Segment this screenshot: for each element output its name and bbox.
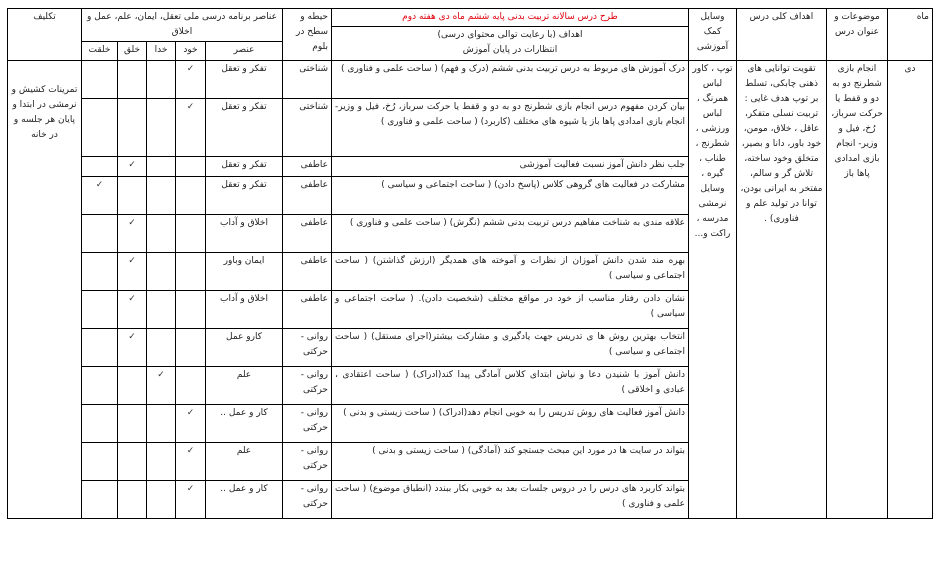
creation-check-cell bbox=[118, 99, 147, 157]
bloom-domain-cell: روانی - حرکتی bbox=[283, 443, 332, 481]
nature-check-cell bbox=[82, 367, 118, 405]
creation-check-cell bbox=[118, 157, 147, 177]
self-check-cell bbox=[176, 157, 206, 177]
bloom-domain-cell: عاطفی bbox=[283, 177, 332, 215]
check-icon: ✓ bbox=[186, 484, 195, 494]
nature-header: خلقت bbox=[82, 42, 118, 61]
god-check-cell bbox=[147, 99, 176, 157]
check-icon: ✓ bbox=[128, 256, 136, 266]
self-check-cell bbox=[176, 61, 206, 99]
teaching-aids-header: وسایل کمک آموزشی bbox=[689, 9, 737, 61]
bloom-domain-cell: روانی - حرکتی bbox=[283, 481, 332, 519]
bloom-domain-cell: روانی - حرکتی bbox=[283, 329, 332, 367]
element-cell: تفکر و تعقل bbox=[206, 61, 283, 99]
check-icon: ✓ bbox=[157, 370, 165, 380]
creation-check-cell bbox=[118, 443, 147, 481]
curriculum-elements-header: عناصر برنامه درسی ملی تعقل، ایمان، علم، عمل و اخلاق bbox=[82, 9, 283, 42]
god-check-cell bbox=[147, 61, 176, 99]
nature-check-cell bbox=[82, 61, 118, 99]
bloom-domain-cell: عاطفی bbox=[283, 157, 332, 177]
creation-check-cell bbox=[118, 291, 147, 329]
god-check-cell bbox=[147, 481, 176, 519]
bloom-domain-cell: شناختی bbox=[283, 99, 332, 157]
bloom-domain-cell: عاطفی bbox=[283, 253, 332, 291]
creation-check-cell bbox=[118, 61, 147, 99]
self-check-cell bbox=[176, 481, 206, 519]
element-cell: تفکر و تعقل bbox=[206, 157, 283, 177]
nature-check-cell bbox=[82, 443, 118, 481]
homework-cell: تمرینات کشیش و نرمشی در ابتدا و پایان هر جلسه و در خانه bbox=[8, 61, 82, 519]
nature-check-cell bbox=[82, 215, 118, 253]
creation-check-cell bbox=[118, 215, 147, 253]
self-check-cell bbox=[176, 329, 206, 367]
creation-check-cell bbox=[118, 329, 147, 367]
objective-cell: علاقه مندی به شناخت مفاهیم درس تربیت بدنی ششم (نگرش) ( ساحت علمی و فناوری ) bbox=[332, 215, 689, 253]
bloom-domain-cell: عاطفی bbox=[283, 215, 332, 253]
expectations-label: انتظارات در پایان آموزش bbox=[462, 45, 558, 55]
check-icon: ✓ bbox=[128, 160, 136, 170]
topics-header: موضوعات و عنوان درس bbox=[827, 9, 888, 61]
element-cell: کار و عمل .. bbox=[206, 481, 283, 519]
check-icon: ✓ bbox=[128, 218, 136, 228]
nature-check-cell bbox=[82, 329, 118, 367]
element-cell: اخلاق و آداب bbox=[206, 215, 283, 253]
header-row-1 bbox=[8, 9, 933, 27]
creation-check-cell bbox=[118, 177, 147, 215]
nature-check-cell bbox=[82, 177, 118, 215]
god-check-cell bbox=[147, 215, 176, 253]
nature-check-cell bbox=[82, 481, 118, 519]
creation-check-cell bbox=[118, 481, 147, 519]
bloom-domain-cell: شناختی bbox=[283, 61, 332, 99]
general-goals-header: اهداف کلی درس bbox=[737, 9, 827, 61]
month-header: ماه bbox=[888, 9, 933, 61]
objective-cell: نشان دادن رفتار مناسب از خود در مواقع مختلف (شخصیت دادن). ( ساحت اجتماعی و سیاسی ) bbox=[332, 291, 689, 329]
element-cell: تفکر و تعقل bbox=[206, 177, 283, 215]
objective-cell: انتخاب بهترین روش ها ی تدریس جهت یادگیری و مشارکت بیشتر(اجرای مستقل) ( ساحت اجتماعی و سیاسی ) bbox=[332, 329, 689, 367]
objectives-label: اهداف (با رعایت توالی محتوای درسی) bbox=[437, 30, 583, 40]
creation-check-cell bbox=[118, 253, 147, 291]
creation-header: خلق bbox=[118, 42, 147, 61]
objective-cell: درک آموزش های مربوط به درس تربیت بدنی ششم (درک و فهم) ( ساحت علمی و فناوری ) bbox=[332, 61, 689, 99]
check-icon: ✓ bbox=[186, 64, 195, 74]
check-icon: ✓ bbox=[95, 180, 104, 190]
self-header: خود bbox=[176, 42, 206, 61]
bloom-domain-cell: روانی - حرکتی bbox=[283, 367, 332, 405]
element-cell: اخلاق و آداب bbox=[206, 291, 283, 329]
check-icon: ✓ bbox=[128, 294, 136, 304]
creation-check-cell bbox=[118, 405, 147, 443]
check-icon: ✓ bbox=[186, 102, 195, 112]
element-cell: علم bbox=[206, 443, 283, 481]
bloom-domain-cell: روانی - حرکتی bbox=[283, 405, 332, 443]
bloom-domain-cell: عاطفی bbox=[283, 291, 332, 329]
objective-cell: جلب نظر دانش آموز نسبت فعالیت آموزشی bbox=[332, 157, 689, 177]
bloom-domain-header: حیطه و سطح در بلوم bbox=[283, 9, 332, 61]
teaching-aids-cell: توپ ، کاور لباس همرنگ ، لباس ورزشی ، شطرنج ، طناب ، گیره ، وسایل نرمشی مدرسه ، راکت و... bbox=[689, 61, 737, 519]
objective-cell: مشارکت در فعالیت های گروهی کلاس (پاسخ دادن) ( ساحت اجتماعی و سیاسی ) bbox=[332, 177, 689, 215]
self-check-cell bbox=[176, 99, 206, 157]
check-icon: ✓ bbox=[128, 332, 136, 342]
self-check-cell bbox=[176, 253, 206, 291]
god-check-cell bbox=[147, 177, 176, 215]
nature-check-cell bbox=[82, 253, 118, 291]
check-icon: ✓ bbox=[186, 408, 195, 418]
element-cell: ایمان وباور bbox=[206, 253, 283, 291]
objective-cell: دانش آموز با شنیدن دعا و نیاش ابتدای کلاس آمادگی پیدا کند(ادراک) ( ساحت اعتقادی ، عبادی و اخلاقی ) bbox=[332, 367, 689, 405]
objectives-header bbox=[332, 27, 689, 61]
self-check-cell bbox=[176, 367, 206, 405]
creation-check-cell bbox=[118, 367, 147, 405]
element-cell: علم bbox=[206, 367, 283, 405]
nature-check-cell bbox=[82, 405, 118, 443]
god-check-cell bbox=[147, 329, 176, 367]
god-check-cell bbox=[147, 443, 176, 481]
table-row bbox=[8, 61, 933, 99]
element-header: عنصر bbox=[206, 42, 283, 61]
god-header: خدا bbox=[147, 42, 176, 61]
nature-check-cell bbox=[82, 157, 118, 177]
element-cell: کارو عمل bbox=[206, 329, 283, 367]
lesson-plan-table bbox=[7, 8, 933, 519]
check-icon: ✓ bbox=[186, 446, 195, 456]
page-title: طرح درس سالانه تربیت بدنی پایه ششم ماه دی هفته دوم bbox=[332, 9, 689, 27]
general-goals-cell: تقویت توانایی های ذهنی چابکی، تسلط بر توپ هدف غایی : تربیت نسلی متفکر، عاقل ، خلاق، مومن، خود باور، دانا و بصیر، متخلق وخود ساخته، تلاش گر و سالم، مفتخر به ایرانی بودن، توانا در تولید علم و فناوری) . bbox=[737, 61, 827, 519]
god-check-cell bbox=[147, 291, 176, 329]
homework-header: تکلیف bbox=[8, 9, 82, 61]
god-check-cell bbox=[147, 367, 176, 405]
objective-cell: بهره مند شدن دانش آموزان از نظرات و آموخته های همدیگر (ارزش گذاشتن) ( ساحت اجتماعی و سیاسی ) bbox=[332, 253, 689, 291]
objective-cell: بیان کردن مفهوم درس انجام بازی شطرنج دو به دو و قفط یا حرکت سرباز، رُخ، فیل و وزیر- انجام بازی امدادی پاها باز یا شیوه های مختلف (کاربرد) ( ساحت علمی و فناوری ) bbox=[332, 99, 689, 157]
self-check-cell bbox=[176, 405, 206, 443]
nature-check-cell bbox=[82, 291, 118, 329]
topics-cell: انجام بازی شطرنج دو به دو و قفط یا حرکت سرباز، رُخ، فیل و وزیر- انجام بازی امدادی پاها باز bbox=[827, 61, 888, 519]
god-check-cell bbox=[147, 157, 176, 177]
objective-cell: بتواند در سایت ها در مورد این مبحث جستجو کند (آمادگی) ( ساحت زیستی و بدنی ) bbox=[332, 443, 689, 481]
objective-cell: دانش آموز فعالیت های روش تدریس را به خوبی انجام دهد(ادراک) ( ساحت زیستی و بدنی ) bbox=[332, 405, 689, 443]
self-check-cell bbox=[176, 215, 206, 253]
objective-cell: بتواند کاربرد های درس را در دروس جلسات بعد به خوبی بکار ببندد (انطباق موضوع) ( ساحت علمی و فناوری ) bbox=[332, 481, 689, 519]
god-check-cell bbox=[147, 405, 176, 443]
lesson-plan-page bbox=[8, 8, 933, 519]
nature-check-cell bbox=[82, 99, 118, 157]
month-cell: دی bbox=[888, 61, 933, 519]
element-cell: تفکر و تعقل bbox=[206, 99, 283, 157]
element-cell: کار و عمل .. bbox=[206, 405, 283, 443]
self-check-cell bbox=[176, 177, 206, 215]
self-check-cell bbox=[176, 443, 206, 481]
god-check-cell bbox=[147, 253, 176, 291]
self-check-cell bbox=[176, 291, 206, 329]
